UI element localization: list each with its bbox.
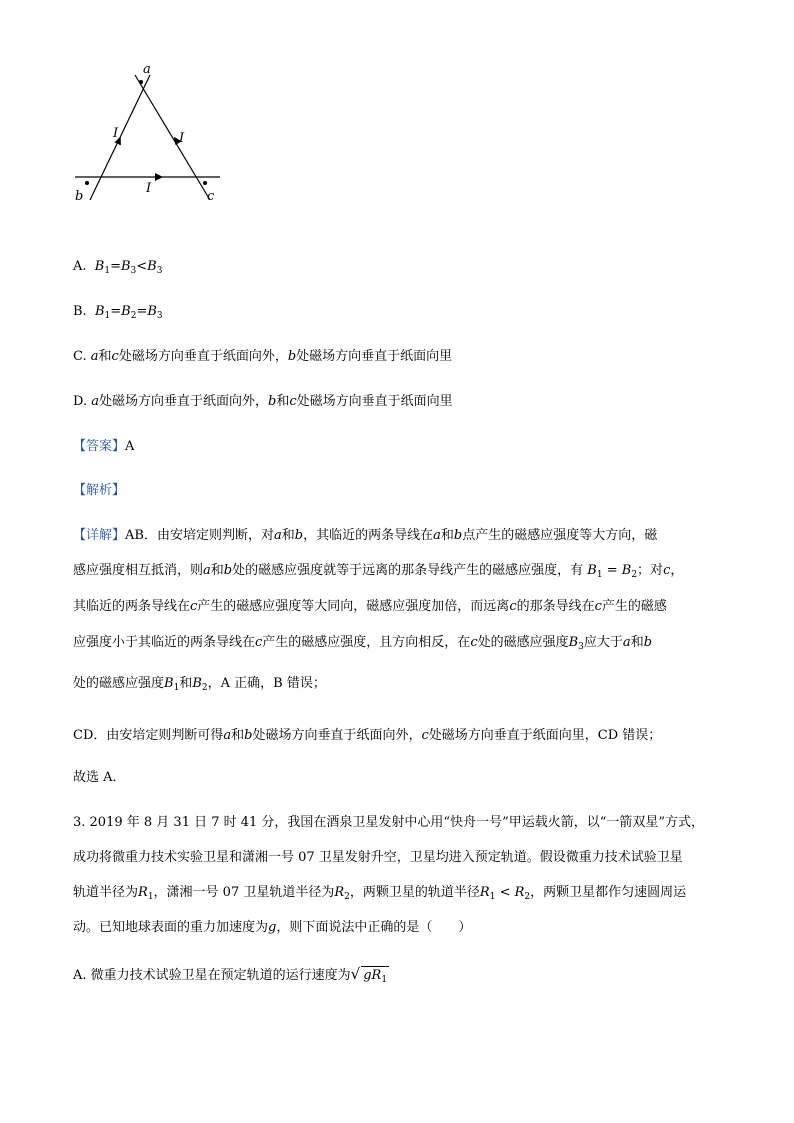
detail-line-3: 其临近的两条导线在c产生的磁感应强度等大同向，磁感应强度加倍，而远离c的那条导线在c产生的磁感 (73, 599, 667, 614)
label-c: c (207, 189, 215, 204)
option-c: C. a和c处磁场方向垂直于纸面向外，b处磁场方向垂直于纸面向里 (73, 349, 453, 364)
analysis-tag: 【解析】 (73, 483, 126, 498)
detail-line-2: 感应强度相互抵消，则a和b处的磁感应强度就等于远离的那条导线产生的磁感应强度，有 $B_1 = B_2$；对c， (73, 563, 684, 580)
detail-line-5: 处的磁感应强度$B_1$和$B_2$，A 正确，B 错误； (73, 676, 326, 693)
option-b: B. $B_1=B_2=B_3$ (73, 304, 163, 321)
arrow-bc (155, 173, 163, 181)
option-a: A. $B_1=B_3<B_3$ (73, 259, 163, 276)
option-d: D. a处磁场方向垂直于纸面向外，b和c处磁场方向垂直于纸面向里 (73, 394, 453, 409)
q3-option-a: A. 微重力技术试验卫星在预定轨道的运行速度为√ $gR_1$ (73, 965, 723, 989)
current-label-ca: I (179, 131, 185, 146)
dot-b (85, 181, 89, 185)
analysis-line (73, 482, 125, 500)
answer-line (73, 438, 134, 456)
q3-line-4: 动。已知地球表面的重力加速度为g，则下面说法中正确的是（ ） (73, 920, 472, 935)
q3-line-1: 3. 2019 年 8 月 31 日 7 时 41 分，我国在酒泉卫星发射中心用“快舟一号”甲运载火箭，以“一箭双星”方式， (73, 815, 705, 830)
dot-a (139, 80, 143, 84)
detail-line-7: 故选 A． (73, 770, 126, 785)
answer-tag: 【答案】 (73, 439, 126, 454)
detail-line-1: 【详解】AB．由安培定则判断，对a和b，其临近的两条导线在a和b点产生的磁感应强度等大方向，磁 (73, 528, 658, 543)
dot-c (203, 181, 207, 185)
label-b: b (75, 189, 84, 204)
current-label-bc: I (146, 181, 152, 196)
label-a: a (143, 62, 151, 77)
q3-line-3: 轨道半径为$R_1$，潇湘一号 07 卫星轨道半径为$R_2$，两颗卫星的轨道半径$R_1 < R_2$，两颗卫星都作匀速圆周运 (73, 885, 687, 902)
current-label-ab: I (113, 126, 119, 141)
wire-triangle-figure (70, 62, 230, 212)
answer-value: A (125, 439, 135, 454)
q3-line-2: 成功将微重力技术实验卫星和潇湘一号 07 卫星发射升空，卫星均进入预定轨道。假设微重力技术试验卫星 (73, 850, 683, 865)
detail-line-4: 应强度小于其临近的两条导线在c产生的磁感应强度，且方向相反，在c处的磁感应强度$B_3$应大于a和b (73, 635, 653, 652)
detail-line-6: CD．由安培定则判断可得a和b处磁场方向垂直于纸面向外，c处磁场方向垂直于纸面向里，CD 错误； (73, 728, 662, 743)
